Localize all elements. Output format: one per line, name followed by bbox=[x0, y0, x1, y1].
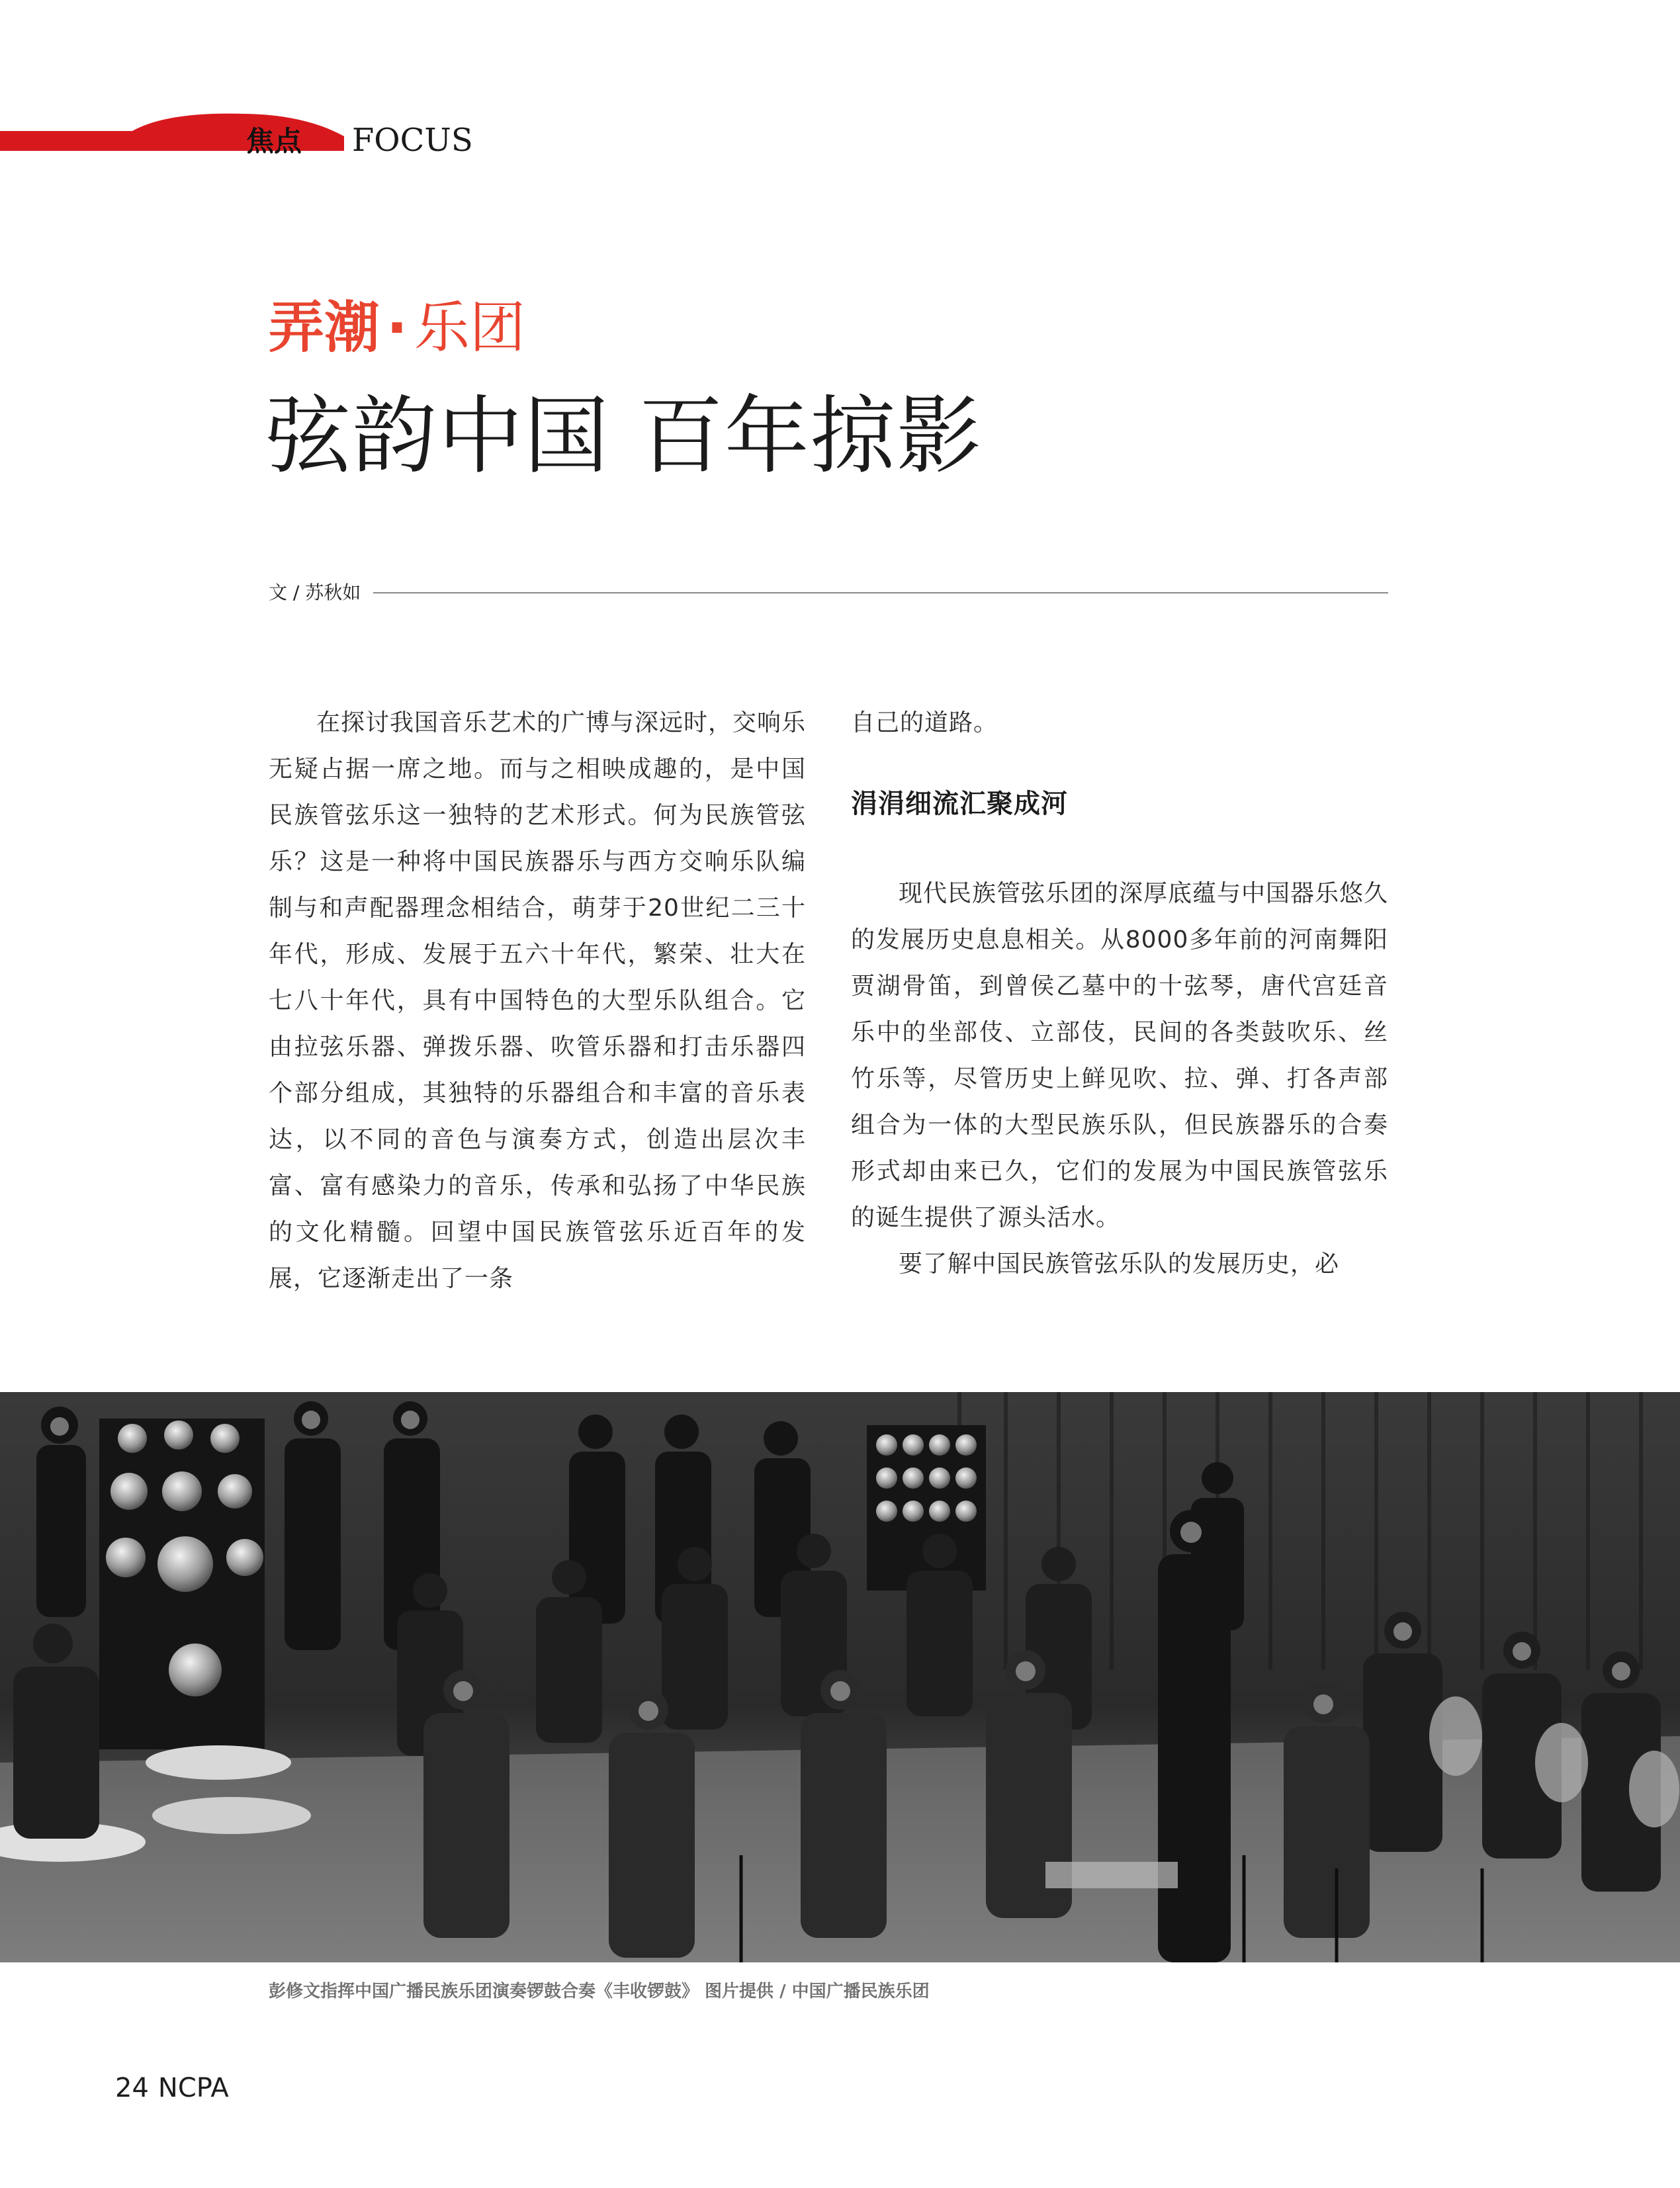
article-title: 弦韵中国 百年掠影 bbox=[266, 387, 983, 486]
article-kicker bbox=[269, 291, 525, 364]
paragraph-intro: 在探讨我国音乐艺术的广博与深远时，交响乐无疑占据一席之地。而与之相映成趣的，是中国民族管弦乐这一独特的艺术形式。何为民族管弦乐？这是一种将中国民族器乐与西方交响乐队编制与和声配器理念相结合，萌芽于20世纪二三十年代，形成、发展于五六十年代，繁荣、壮大在七八十年代，具有中国特色的大型乐队组合。它由拉弦乐器、弹拨乐器、吹管乐器和打击乐器四个部分组成，其独特的乐器组合和丰富的音乐表达，以不同的音色与演奏方式，创造出层次丰富、富有感染力的音乐，传承和弘扬了中华民族的文化精髓。回望中国民族管弦乐近百年的发展，它逐渐走出了一条 bbox=[269, 709, 807, 1292]
section-subheading: 涓涓细流汇聚成河 bbox=[851, 789, 1068, 819]
paragraph-development: 要了解中国民族管弦乐队的发展历史，必 bbox=[899, 1250, 1340, 1278]
kicker-dot: · bbox=[386, 295, 408, 360]
section-label-zh: 焦点 bbox=[246, 125, 302, 157]
paragraph-history: 现代民族管弦乐团的深厚底蕴与中国器乐悠久的发展历史息息相关。从8000多年前的河南舞阳贾湖骨笛，到曾侯乙墓中的十弦琴，唐代宫廷音乐中的坐部伎、立部伎，民间的各类鼓吹乐、丝竹乐等，尽管历史上鲜见吹、拉、弹、打各声部组合为一体的大型民族乐队，但民族器乐的合奏形式却由来已久，它们的发展为中国民族管弦乐的诞生提供了源头活水。 bbox=[851, 880, 1389, 1231]
byline: 文 / 苏秋如 bbox=[269, 580, 373, 606]
body-column-right bbox=[851, 700, 1388, 1288]
page-footer bbox=[115, 2070, 229, 2107]
orchestra-photo bbox=[0, 1392, 1680, 1962]
byline-rule bbox=[373, 592, 1388, 593]
body-column-left bbox=[269, 700, 806, 1302]
page-number: 24 bbox=[115, 2073, 149, 2103]
paragraph-continuation: 自己的道路。 bbox=[851, 709, 998, 736]
section-label-en: FOCUS bbox=[352, 122, 473, 159]
kicker-sub: 乐团 bbox=[414, 295, 525, 360]
kicker-main: 弄潮 bbox=[269, 295, 380, 360]
orchestra-photo-illustration bbox=[0, 1392, 1680, 1962]
photo-caption: 彭修文指挥中国广播民族乐团演奏锣鼓合奏《丰收锣鼓》 图片提供 / 中国广播民族乐团 bbox=[269, 1982, 930, 2001]
magazine-name: NCPA bbox=[157, 2073, 229, 2103]
